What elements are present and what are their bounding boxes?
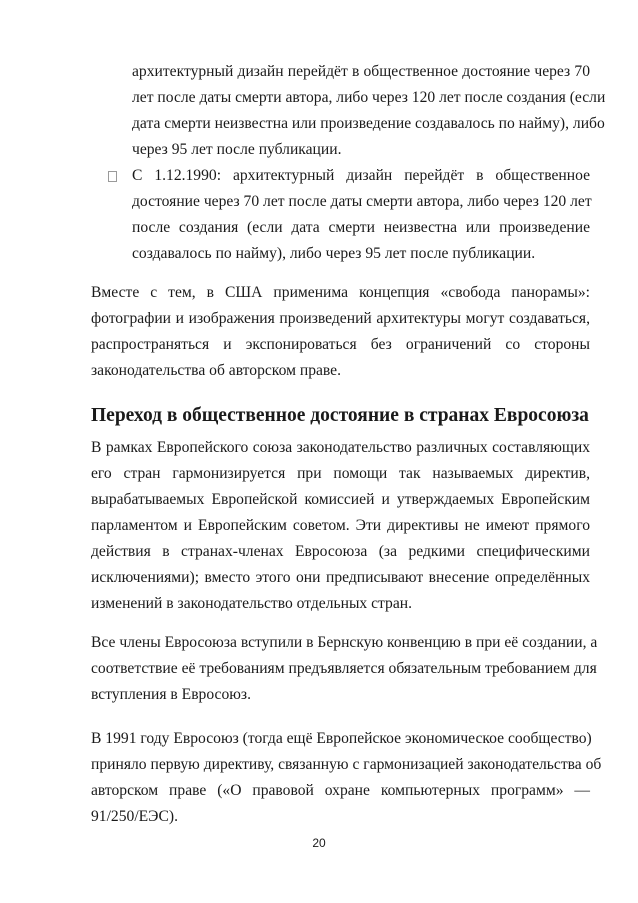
text-line: фотографии и изображения произведений архитектуры могут создаваться, [91,310,590,327]
page-number: 20 [312,836,326,850]
text-line: вырабатываемых Европейской комиссией и утверждаемых Европейским [91,491,590,508]
text-line: В 1991 году Евросоюз (тогда ещё Европейское экономическое сообщество) [91,730,592,747]
text-line: его стран гармонизируется при помощи так называемых директив, [91,465,590,482]
text-line: соответствие её требованиям предъявляется обязательным требованием для [91,660,597,677]
bullet-marker-icon [108,171,117,182]
section-heading: Переход в общественное достояние в странах Евросоюза [91,405,589,426]
text-line: В рамках Европейского союза законодательство различных составляющих [91,439,590,456]
text-line: действия в странах-членах Евросоюза (за редкими специфическими [91,543,590,560]
text-line: лет после даты смерти автора, либо через 120 лет после создания (если [132,89,606,106]
text-line: после создания (если дата смерти неизвестна или произведение [132,219,590,236]
text-line: архитектурный дизайн перейдёт в общественное достояние через 70 [132,63,590,80]
text-line: изменений в законодательство отдельных стран. [91,595,413,612]
text-line: авторском праве («О правовой охране компьютерных программ» — [91,782,590,799]
text-line: законодательства об авторском праве. [91,362,342,379]
text-line: приняло первую директиву, связанную с гармонизацией законодательства об [91,756,602,773]
text-line: вступления в Евросоюз. [91,686,251,703]
text-line: Все члены Евросоюза вступили в Бернскую конвенцию в при её создании, а [91,634,598,651]
text-line: парламентом и Европейским советом. Эти директивы не имеют прямого [91,517,590,534]
text-line: через 95 лет после публикации. [132,141,342,158]
text-line: распространяться и экспонироваться без ограничений со стороны [91,336,590,353]
text-line: С 1.12.1990: архитектурный дизайн перейдёт в общественное [132,167,590,184]
text-line: достояние через 70 лет после даты смерти автора, либо через 120 лет [132,193,592,210]
text-line: исключениями); вместо этого они предписывают внесение определённых [91,569,590,586]
text-line: Вместе с тем, в США применима концепция «свобода панорамы»: [91,284,590,301]
text-line: 91/250/ЕЭС). [91,808,178,825]
text-line: дата смерти неизвестна или произведение создавалось по найму), либо [132,115,605,132]
text-line: создавалось по найму), либо через 95 лет после публикации. [132,245,536,262]
